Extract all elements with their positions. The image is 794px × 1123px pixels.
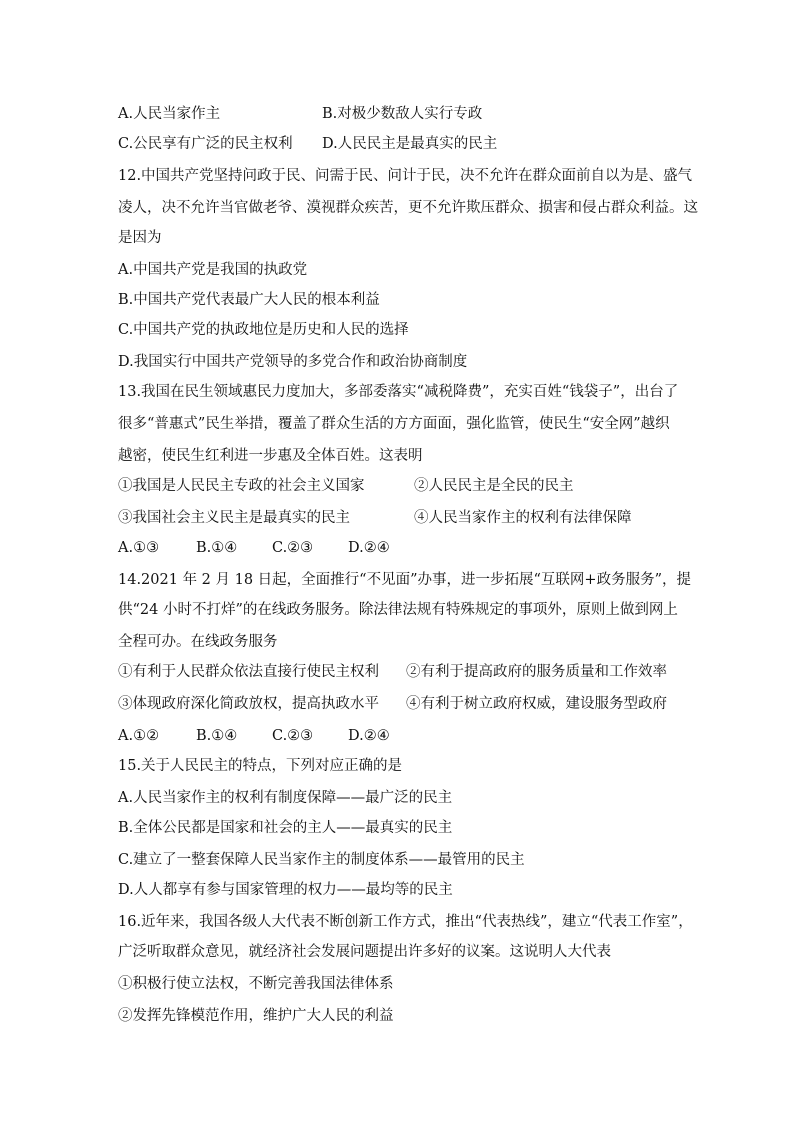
q14-stem-line1: 14.2021 年 2 月 18 日起，全面推行“不见面”办事，进一步拓展“互联网+政务服务”，提 bbox=[118, 572, 691, 588]
q15-option-b: B.全体公民都是国家和社会的主人——最真实的民主 bbox=[118, 820, 453, 836]
q13-stem-line3: 越密，使民生红利进一步惠及全体百姓。这表明 bbox=[118, 448, 423, 464]
q16-stem-line2: 广泛听取群众意见，就经济社会发展问题提出许多好的议案。这说明人大代表 bbox=[118, 944, 611, 960]
q12-option-a: A.中国共产党是我国的执政党 bbox=[118, 262, 308, 278]
q13-items-row2 bbox=[118, 508, 632, 528]
q14-stem-line2: 供“24 小时不打烊”的在线政务服务。除法律法规有特殊规定的事项外，原则上做到网上 bbox=[118, 602, 678, 618]
q11-option-a: A.人民当家作主 bbox=[118, 106, 221, 122]
q15-stem-line1: 15.关于人民民主的特点，下列对应正确的是 bbox=[118, 758, 403, 774]
q14-options bbox=[118, 726, 390, 746]
q12-stem-line2: 凌人，决不允许当官做老爷、漠视群众疾苦，更不允许欺压群众、损害和侵占群众利益。这 bbox=[118, 200, 698, 216]
q11-option-d: D.人民民主是最真实的民主 bbox=[322, 136, 498, 152]
q13-item-1: ①我国是人民民主专政的社会主义国家 bbox=[118, 478, 365, 494]
q13-option-d: D.②④ bbox=[348, 540, 390, 556]
q14-items-row2 bbox=[118, 694, 667, 714]
q14-item-2: ②有利于提高政府的服务质量和工作效率 bbox=[406, 664, 667, 680]
q13-stem-line1: 13.我国在民生领域惠民力度加大，多部委落实“减税降费”，充实百姓“钱袋子”，出台了 bbox=[118, 384, 679, 400]
q16-item-1: ①积极行使立法权，不断完善我国法律体系 bbox=[118, 976, 394, 992]
q12-option-c: C.中国共产党的执政地位是历史和人民的选择 bbox=[118, 322, 409, 338]
q11-option-b: B.对极少数敌人实行专政 bbox=[322, 106, 483, 122]
q16-item-2: ②发挥先锋模范作用，维护广大人民的利益 bbox=[118, 1008, 394, 1024]
q14-option-d: D.②④ bbox=[348, 728, 390, 744]
q13-option-b: B.①④ bbox=[196, 540, 238, 556]
q13-option-a: A.①③ bbox=[118, 540, 160, 556]
q13-item-3: ③我国社会主义民主是最真实的民主 bbox=[118, 510, 350, 526]
q13-items-row1 bbox=[118, 476, 574, 496]
q14-items-row1 bbox=[118, 662, 667, 682]
q14-option-b: B.①④ bbox=[196, 728, 238, 744]
q14-item-3: ③体现政府深化简政放权，提高执政水平 bbox=[118, 696, 379, 712]
q11-options-row1 bbox=[118, 104, 483, 124]
q13-option-c: C.②③ bbox=[272, 540, 314, 556]
q13-stem-line2: 很多“普惠式”民生举措，覆盖了群众生活的方方面面，强化监管，使民生“安全网”越织 bbox=[118, 416, 670, 432]
q13-item-2: ②人民民主是全民的民主 bbox=[414, 478, 574, 494]
q13-options bbox=[118, 538, 390, 558]
q12-stem-line1: 12.中国共产党坚持问政于民、问需于民、问计于民，决不允许在群众面前自以为是、盛气 bbox=[118, 168, 693, 184]
q12-option-d: D.我国实行中国共产党领导的多党合作和政治协商制度 bbox=[118, 354, 468, 370]
q11-options-row2 bbox=[118, 134, 498, 154]
q16-stem-line1: 16.近年来，我国各级人大代表不断创新工作方式，推出“代表热线”，建立“代表工作室”， bbox=[118, 914, 693, 930]
q14-stem-line3: 全程可办。在线政务服务 bbox=[118, 634, 278, 650]
q14-item-1: ①有利于人民群众依法直接行使民主权利 bbox=[118, 664, 379, 680]
q14-option-c: C.②③ bbox=[272, 728, 314, 744]
q13-item-4: ④人民当家作主的权利有法律保障 bbox=[414, 510, 632, 526]
q15-option-c: C.建立了一整套保障人民当家作主的制度体系——最管用的民主 bbox=[118, 852, 525, 868]
q11-option-c: C.公民享有广泛的民主权利 bbox=[118, 136, 293, 152]
q12-option-b: B.中国共产党代表最广大人民的根本利益 bbox=[118, 292, 380, 308]
q14-option-a: A.①② bbox=[118, 728, 160, 744]
q15-option-a: A.人民当家作主的权利有制度保障——最广泛的民主 bbox=[118, 790, 453, 806]
q14-item-4: ④有利于树立政府权威，建设服务型政府 bbox=[406, 696, 667, 712]
q15-option-d: D.人人都享有参与国家管理的权力——最均等的民主 bbox=[118, 882, 453, 898]
q12-stem-line3: 是因为 bbox=[118, 230, 162, 246]
